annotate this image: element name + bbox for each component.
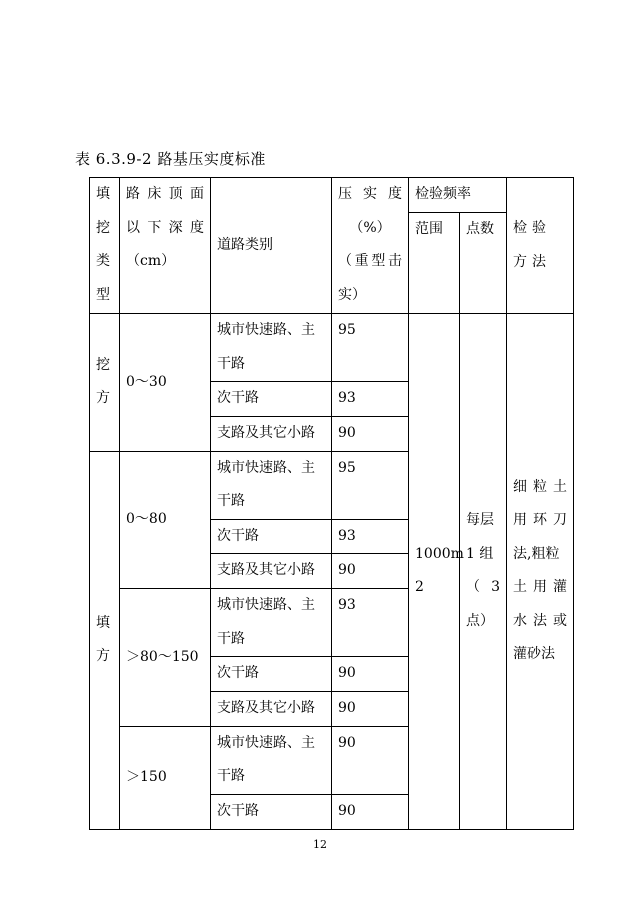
header-points: 点数 bbox=[460, 213, 507, 314]
compaction-value: 90 bbox=[332, 657, 409, 692]
road-type-cell: 次干路 bbox=[211, 382, 332, 417]
compaction-value: 93 bbox=[332, 382, 409, 417]
fill-type-label: 填 方 bbox=[90, 451, 120, 829]
compaction-value: 90 bbox=[332, 794, 409, 829]
table-caption: 表 6.3.9-2 路基压实度标准 bbox=[75, 150, 266, 168]
compaction-value: 93 bbox=[332, 589, 409, 657]
road-type-cell: 支路及其它小路 bbox=[211, 691, 332, 726]
fill-depth-80-150: ＞80～150 bbox=[120, 589, 211, 727]
compaction-value: 90 bbox=[332, 554, 409, 589]
cut-depth: 0～30 bbox=[120, 314, 211, 452]
header-depth: 路 床 顶 面 以 下 深 度 （cm） bbox=[120, 178, 211, 314]
road-type-cell: 城市快速路、主 干路 bbox=[211, 589, 332, 657]
road-type-cell: 次干路 bbox=[211, 519, 332, 554]
inspection-range: 1000m 2 bbox=[409, 314, 460, 830]
road-type-cell: 城市快速路、主 干路 bbox=[211, 726, 332, 794]
compaction-value: 90 bbox=[332, 726, 409, 794]
fill-depth-0-80: 0～80 bbox=[120, 451, 211, 589]
header-compaction: 压 实 度 （%） （重型击 实） bbox=[332, 178, 409, 314]
header-frequency: 检验频率 bbox=[409, 178, 507, 213]
road-type-cell: 次干路 bbox=[211, 657, 332, 692]
cut-type-label: 挖 方 bbox=[90, 314, 120, 452]
road-type-cell: 城市快速路、主 干路 bbox=[211, 451, 332, 519]
compaction-value: 90 bbox=[332, 416, 409, 451]
fill-depth-over-150: ＞150 bbox=[120, 726, 211, 829]
road-type-cell: 支路及其它小路 bbox=[211, 554, 332, 589]
compaction-value: 95 bbox=[332, 451, 409, 519]
road-type-cell: 次干路 bbox=[211, 794, 332, 829]
road-type-cell: 支路及其它小路 bbox=[211, 416, 332, 451]
header-method: 检验方法 bbox=[507, 178, 574, 314]
inspection-method: 细 粒 土 用 环 刀 法,粗粒 土 用 灌 水 法 或 灌砂法 bbox=[507, 314, 574, 830]
compaction-value: 95 bbox=[332, 314, 409, 382]
page-number: 12 bbox=[313, 838, 327, 851]
header-range: 范围 bbox=[409, 213, 460, 314]
compaction-standard-table bbox=[89, 177, 574, 830]
road-type-cell: 城市快速路、主 干路 bbox=[211, 314, 332, 382]
header-fill-cut-type: 填 挖 类 型 bbox=[90, 178, 120, 314]
compaction-value: 93 bbox=[332, 519, 409, 554]
header-road-type: 道路类别 bbox=[211, 178, 332, 314]
inspection-points: 每层 1 组 （ 3 点） bbox=[460, 314, 507, 830]
compaction-value: 90 bbox=[332, 691, 409, 726]
